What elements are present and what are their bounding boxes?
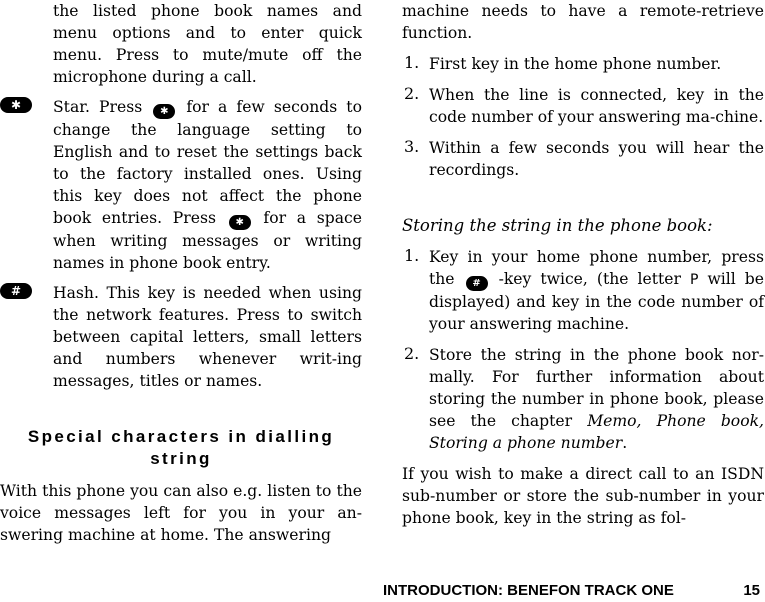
closing-text: If you wish to make a direct call to an ISDN sub-number or store the sub-number in your phone book, key in the string as fol- — [402, 465, 764, 527]
list-text: Key in your home phone number, press the # -key twice, (the letter P will be displayed) and key in the code number of your answering machine. — [429, 248, 764, 333]
intro-text: machine needs to have a remote-retrieve function. — [402, 2, 764, 42]
page-footer — [383, 580, 765, 602]
intro-continued: the listed phone book names and menu options and to enter quick menu. Press to mute/mute off the microphone during a call. — [53, 2, 362, 86]
hash-key-icon: # — [0, 283, 32, 299]
list-item — [402, 53, 764, 75]
star-key-block — [0, 96, 362, 274]
star-key-icon: ✱ — [229, 215, 251, 230]
list-text: First key in the home phone number. — [429, 55, 722, 73]
hash-key-icon: # — [466, 276, 488, 291]
subheading: Storing the string in the phone book: — [402, 216, 713, 235]
list-number: 1. — [404, 53, 420, 72]
page-number: 15 — [743, 582, 760, 599]
list-number: 2. — [404, 344, 420, 363]
hash-key-text: Hash. This key is needed when using the network features. Press to switch between capital letters, small letters and numbers whenever writ-ing messages, titles or names. — [53, 284, 362, 390]
left-column — [0, 0, 362, 546]
list-text: Store the string in the phone book nor-mally. For further information about storing the number in phone book, please see the chapter Memo, Phone book, Storing a phone number. — [429, 346, 764, 452]
list-item — [402, 137, 764, 181]
chapter-reference: Memo, Phone book, Storing a phone number — [429, 412, 764, 452]
hash-key-block — [0, 282, 362, 392]
star-key-text: Star. Press ✱ for a few seconds to change the language setting to English and to reset the settings back to the factory installed ones. Using this key does not affect the phone book entries. Press ✱ for a space when writing messages or writing names in phone book entry. — [53, 98, 362, 272]
footer-title: INTRODUCTION: BENEFON TRACK ONE — [383, 582, 674, 599]
right-column — [402, 0, 764, 529]
section-title: Special characters in dialling string — [27, 427, 335, 468]
list-item — [402, 84, 764, 128]
list-number: 3. — [404, 137, 420, 156]
star-key-icon: ✱ — [0, 97, 32, 113]
list-item — [402, 344, 764, 454]
list-text: When the line is connected, key in the code number of your answering ma-chine. — [429, 86, 764, 126]
list-text: Within a few seconds you will hear the recordings. — [429, 139, 764, 179]
list-number: 1. — [404, 246, 420, 265]
list-number: 2. — [404, 84, 420, 103]
list-item — [402, 246, 764, 335]
section-body: With this phone you can also e.g. listen to the voice messages left for you in your an-swering machine at home. The answering — [0, 482, 362, 544]
star-key-icon: ✱ — [153, 104, 175, 119]
